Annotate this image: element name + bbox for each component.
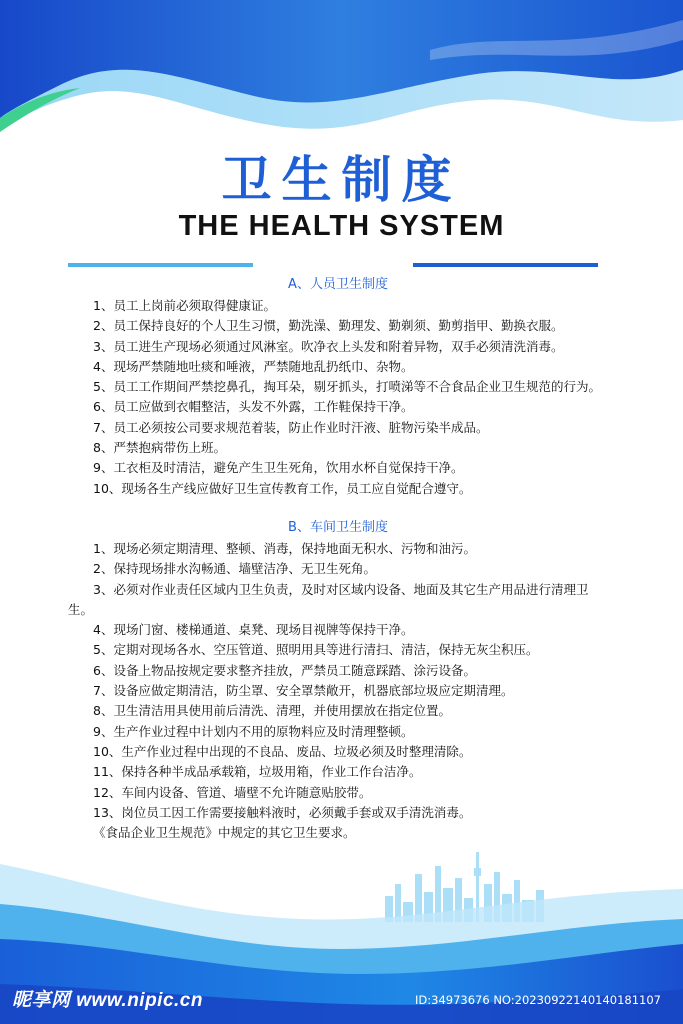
list-item: 1、员工上岗前必须取得健康证。 — [93, 298, 276, 313]
list-item: 6、设备上物品按规定要求整齐挂放，严禁员工随意踩踏、涂污设备。 — [93, 662, 476, 678]
list-item: 11、保持各种半成品承载箱，垃圾用箱，作业工作台洁净。 — [93, 764, 422, 780]
list-item: 8、卫生清洁用具使用前后清洗、清理，并使用摆放在指定位置。 — [93, 703, 451, 719]
list-item: 6、员工应做到衣帽整洁，头发不外露，工作鞋保持干净。 — [93, 399, 414, 415]
list-item: 5、员工工作期间严禁挖鼻孔，掏耳朵，剔牙抓头，打喷涕等不合食品企业卫生规范的行为。 — [93, 379, 601, 395]
page-title-chinese: 卫生制度 — [221, 151, 462, 209]
regulation-content — [68, 274, 608, 843]
watermark-site: 昵享网 www.nipic.cn — [12, 990, 203, 1011]
list-item: 3、员工进生产现场必须通过风淋室。吹净衣上头发和附着异物，双手必须清洗消毒。 — [93, 338, 564, 354]
page-title-english: THE HEALTH SYSTEM — [178, 210, 505, 242]
list-item: 5、定期对现场各水、空压管道、照明用具等进行清扫、清洁，保持无灰尘积压。 — [93, 642, 539, 658]
list-item: 8、严禁抱病带伤上班。 — [93, 440, 226, 456]
list-item: 2、员工保持良好的个人卫生习惯，勤洗澡、勤理发、勤剃须、勤剪指甲、勤换衣服。 — [93, 318, 564, 334]
list-item: 《食品企业卫生规范》中规定的其它卫生要求。 — [93, 825, 356, 841]
list-item: 3、必须对作业责任区域内卫生负责，及时对区域内设备、地面及其它生产用品进行清理卫生。 — [68, 581, 589, 617]
list-item: 10、现场各生产线应做好卫生宣传教育工作，员工应自觉配合遵守。 — [93, 480, 472, 496]
list-item: 4、现场门窗、楼梯通道、桌凳、现场目视牌等保持干净。 — [93, 622, 414, 638]
section-a-title: A、人员卫生制度 — [288, 277, 388, 292]
watermark-id: ID:34973676 NO:20230922140140181107 — [415, 993, 661, 1007]
list-item: 7、设备应做定期清洁，防尘罩、安全罩禁敞开，机器底部垃圾应定期清理。 — [93, 683, 514, 699]
section-b-title: B、车间卫生制度 — [288, 519, 388, 535]
list-item: 4、现场严禁随地吐痰和唾液，严禁随地乱扔纸巾、杂物。 — [93, 358, 414, 374]
list-item: 13、岗位员工因工作需要接触料液时，必须戴手套或双手清洗消毒。 — [93, 804, 472, 820]
list-item: 9、工衣柜及时清洁，避免产生卫生死角，饮用水杯自觉保持干净。 — [93, 460, 464, 476]
list-item: 12、车间内设备、管道、墙壁不允许随意贴胶带。 — [93, 784, 372, 800]
list-item: 2、保持现场排水沟畅通、墙壁洁净、无卫生死角。 — [93, 561, 376, 577]
list-item: 1、现场必须定期清理、整顿、消毒，保持地面无积水、污物和油污。 — [93, 540, 476, 556]
title-divider — [68, 262, 598, 268]
list-item: 9、生产作业过程中计划内不用的原物料应及时清理整顿。 — [93, 723, 414, 739]
list-item: 10、生产作业过程中出现的不良品、废品、垃圾必须及时整理清除。 — [93, 743, 472, 759]
list-item: 7、员工必须按公司要求规范着装，防止作业时汗液、脏物污染半成品。 — [93, 419, 489, 435]
top-wave-decoration — [0, 0, 683, 150]
